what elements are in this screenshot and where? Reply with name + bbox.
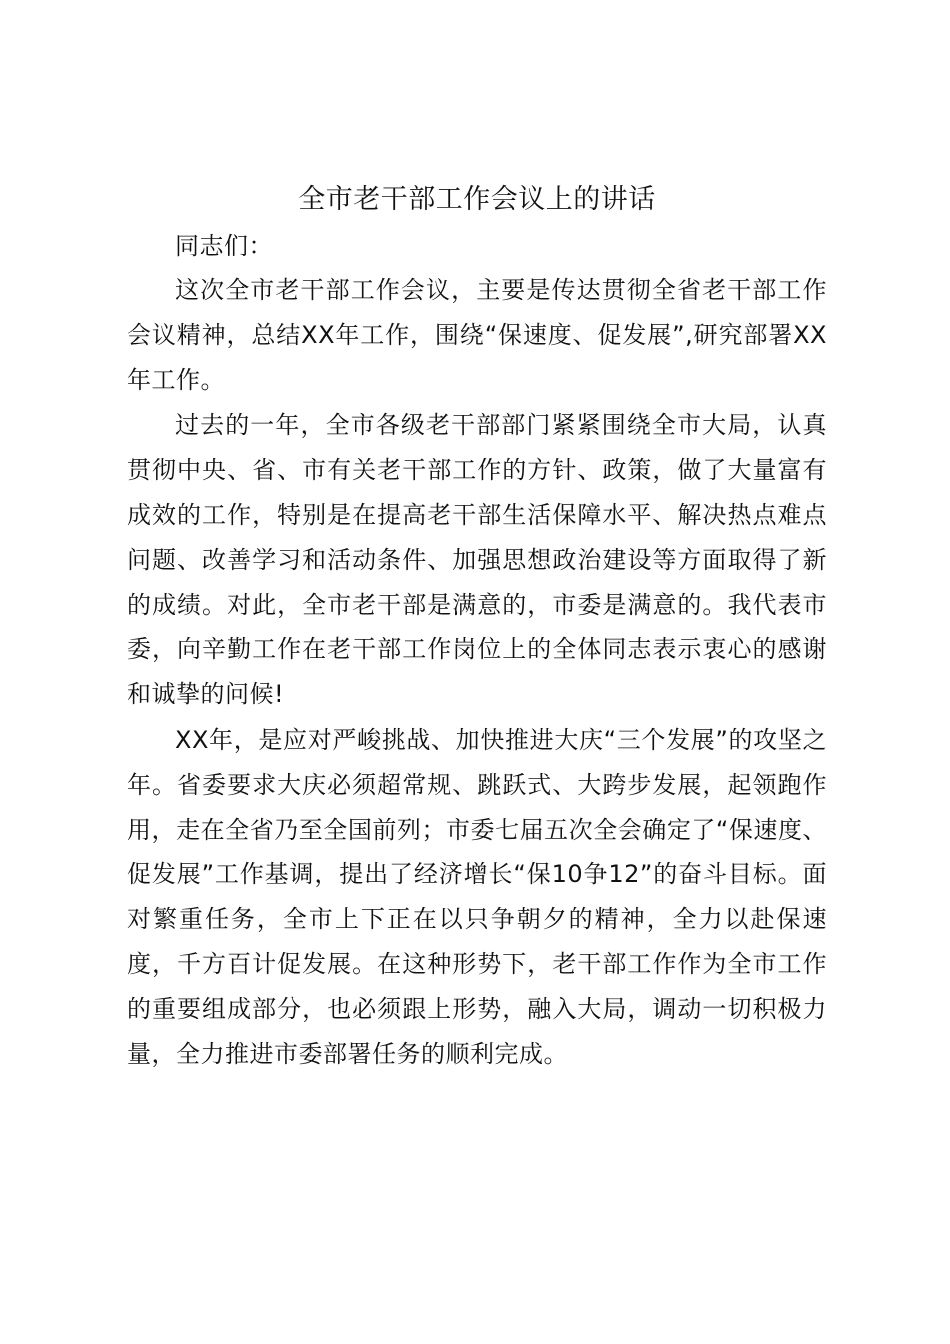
document-page	[127, 178, 827, 1077]
salutation: 同志们：	[175, 232, 273, 260]
paragraph-1: 这次全市老干部工作会议，主要是传达贯彻全省老干部工作会议精神，总结XX年工作，围绕“保速度、促发展”,研究部署XX年工作。	[127, 276, 827, 394]
paragraph-2: 过去的一年，全市各级老干部部门紧紧围绕全市大局，认真贯彻中央、省、市有关老干部工作的方针、政策，做了大量富有成效的工作，特别是在提高老干部生活保障水平、解决热点难点问题、改善学习和活动条件、加强思想政治建设等方面取得了新的成绩。对此，全市老干部是满意的，市委是满意的。我代表市委，向辛勤工作在老干部工作岗位上的全体同志表示衷心的感谢和诚挚的问候!	[127, 411, 827, 709]
document-title: 全市老干部工作会议上的讲话	[298, 184, 656, 215]
paragraph-3: XX年，是应对严峻挑战、加快推进大庆“三个发展”的攻坚之年。省委要求大庆必须超常规、跳跃式、大跨步发展，起领跑作用，走在全省乃至全国前列；市委七届五次全会确定了“保速度、促发展”工作基调，提出了经济增长“保10争12”的奋斗目标。面对繁重任务，全市上下正在以只争朝夕的精神，全力以赴保速度，千方百计促发展。在这种形势下，老干部工作作为全市工作的重要组成部分，也必须跟上形势，融入大局，调动一切积极力量，全力推进市委部署任务的顺利完成。	[127, 725, 827, 1068]
